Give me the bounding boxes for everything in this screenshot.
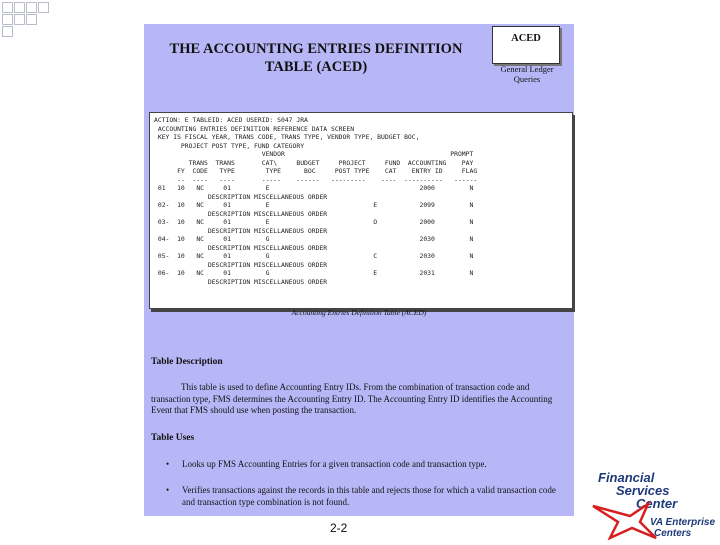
table-description-text: This table is used to define Accounting Entry IDs. From the combination of transaction code and transaction type, FMS determines the Accounting Entry ID. The Accounting Entry ID identifies the Accounting Event that FMS should use when posting the transaction.: [151, 382, 553, 415]
star-swoosh-icon: [593, 504, 656, 538]
title-line-1: THE ACCOUNTING ENTRIES DEFINITION: [169, 41, 463, 57]
terminal-line: DESCRIPTION MISCELLANEOUS ORDER: [207, 277, 328, 286]
terminal-line: KEY IS FISCAL YEAR, TRANS CODE, TRANS TYPE, VENDOR TYPE, BUDGET BOC,: [157, 133, 420, 141]
logo-line-2: Services: [616, 483, 670, 498]
terminal-text: [150, 113, 572, 286]
table-uses-heading: Table Uses: [151, 433, 195, 443]
use-text: Looks up FMS Accounting Entries for a given transaction code and transaction type.: [182, 459, 487, 469]
subject-line-1: General Ledger: [500, 64, 554, 74]
page-title: [144, 40, 488, 76]
financial-services-center-logo: [588, 468, 718, 540]
bullet-icon: •: [166, 485, 170, 495]
list-item: [166, 485, 566, 508]
terminal-line: DESCRIPTION MISCELLANEOUS ORDER: [207, 260, 328, 269]
terminal-line: ACCOUNTING ENTRIES DEFINITION REFERENCE DATA SCREEN: [157, 124, 355, 133]
terminal-line: DESCRIPTION MISCELLANEOUS ORDER: [207, 209, 328, 218]
subject-label: [490, 64, 564, 84]
logo-line-3: Center: [636, 496, 678, 511]
table-description-heading: Table Description: [151, 357, 223, 367]
terminal-line: ACTION: E TABLEID: ACED USERID: S047 JRA: [154, 116, 308, 124]
table-code-box: [492, 26, 560, 64]
table-code: ACED: [511, 33, 541, 44]
terminal-line: 04- 10 NC 01 G 2030 N: [157, 235, 474, 243]
document-page: [144, 24, 574, 516]
terminal-line: 01 10 NC 01 E 2000 N: [157, 184, 474, 192]
page-number: 2-2: [330, 521, 348, 535]
terminal-line: -- ---- ---- ----- ------ --------- ---- ---------- ------: [177, 175, 478, 184]
title-line-2: TABLE (ACED): [264, 59, 368, 75]
terminal-line: DESCRIPTION MISCELLANEOUS ORDER: [207, 226, 328, 235]
use-text: Verifies transactions against the records in this table and rejects those for which a valid transaction code and transaction type combination is not found.: [182, 485, 556, 507]
logo-line-5: Centers: [654, 528, 692, 539]
terminal-screenshot: [149, 112, 573, 309]
terminal-line: DESCRIPTION MISCELLANEOUS ORDER: [207, 243, 328, 252]
terminal-line: 06- 10 NC 01 G E 2031 N: [157, 269, 474, 277]
corner-decoration: [0, 0, 62, 36]
terminal-line: PROJECT POST TYPE, FUND CATEGORY: [180, 141, 305, 150]
terminal-line: 05- 10 NC 01 G C 2030 N: [157, 252, 474, 260]
terminal-line: DESCRIPTION MISCELLANEOUS ORDER: [207, 192, 328, 201]
terminal-line: VENDOR PROMPT: [261, 150, 474, 158]
logo-line-4: VA Enterprise: [650, 517, 716, 528]
subject-line-2: Queries: [513, 74, 541, 84]
terminal-line: 02- 10 NC 01 E E 2099 N: [157, 201, 474, 209]
figure-caption: Accounting Entries Definition Table (ACED): [291, 308, 427, 317]
logo-line-1: Financial: [598, 470, 655, 485]
terminal-line: 03- 10 NC 01 E O 2000 N: [157, 218, 474, 226]
terminal-line: TRANS TRANS CAT\ BUDGET PROJECT FUND ACCOUNTING PAY: [188, 158, 474, 167]
list-item: [166, 459, 566, 471]
bullet-icon: •: [166, 459, 170, 469]
terminal-line: FY CODE TYPE TYPE BOC POST TYPE CAT ENTRY ID FLAG: [177, 167, 478, 175]
